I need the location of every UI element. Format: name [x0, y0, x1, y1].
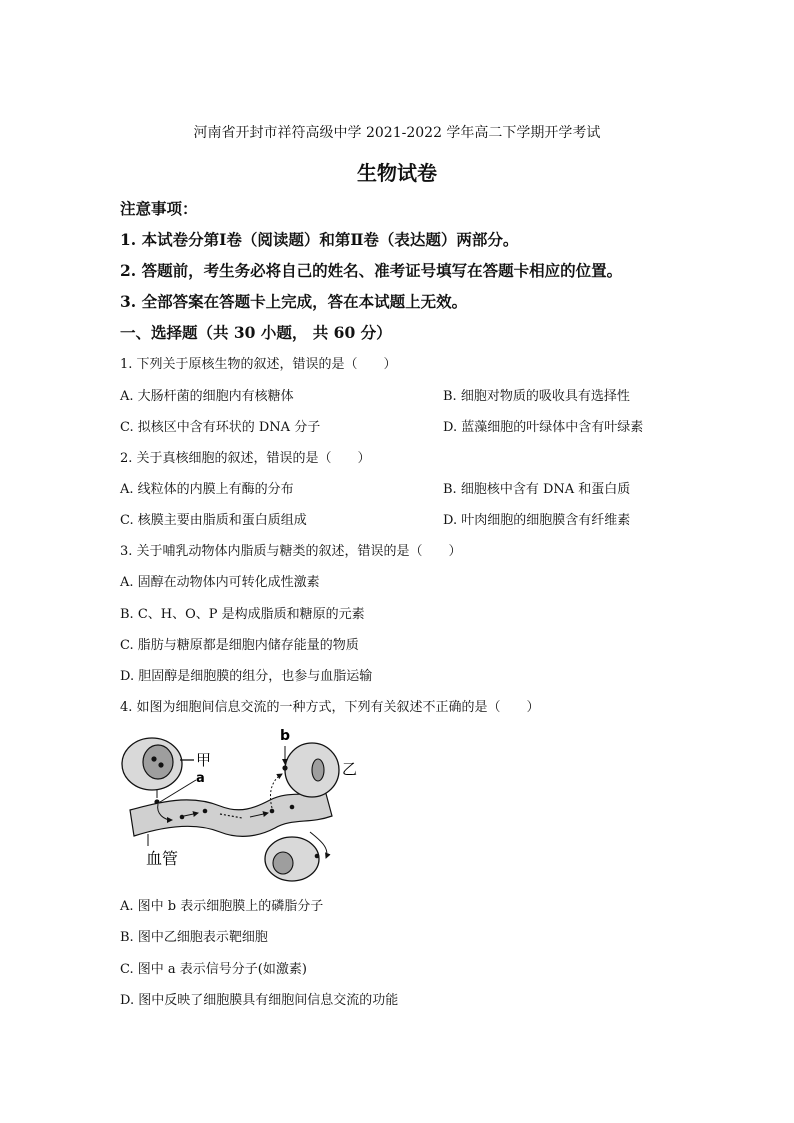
question-2-option-d: D. 叶肉细胞的细胞膜含有纤维素	[443, 513, 631, 528]
exam-header-title: 河南省开封市祥符高级中学 2021-2022 学年高二下学期开学考试	[193, 125, 601, 141]
question-3-stem: 3. 关于哺乳动物体内脂质与糖类的叙述，错误的是（ ）	[120, 544, 462, 559]
vessel-molecule	[203, 809, 208, 814]
question-4-option-c: C. 图中 a 表示信号分子(如激素)	[120, 962, 307, 977]
question-1-stem: 1. 下列关于原核生物的叙述，错误的是（ ）	[120, 357, 397, 372]
notice-heading: 注意事项：	[120, 199, 198, 218]
label-yi: 乙	[342, 760, 358, 778]
question-3-option-d: D. 胆固醇是细胞膜的组分，也参与血脂运输	[120, 669, 373, 684]
blood-vessel	[130, 790, 332, 836]
cell-other	[265, 837, 319, 881]
question-2-option-a: A. 线粒体的内膜上有酶的分布	[120, 482, 294, 497]
subject-title: 生物试卷	[357, 161, 437, 185]
label-vessel: 血管	[146, 849, 179, 868]
vessel-molecule	[180, 815, 185, 820]
question-2-stem: 2. 关于真核细胞的叙述，错误的是（ ）	[120, 451, 371, 466]
question-1-option-c: C. 拟核区中含有环状的 DNA 分子	[120, 420, 321, 435]
notice-item-3: 3. 全部答案在答题卡上完成，答在本试题上无效。	[120, 292, 468, 311]
receptor-b	[282, 765, 287, 770]
label-jia: 甲	[196, 751, 212, 769]
notice-item-1: 1. 本试卷分第Ⅰ卷（阅读题）和第Ⅱ卷（表达题）两部分。	[120, 230, 519, 249]
question-4-stem: 4. 如图为细胞间信息交流的一种方式，下列有关叙述不正确的是（ ）	[120, 700, 540, 715]
question-1-option-a: A. 大肠杆菌的细胞内有核糖体	[120, 389, 294, 404]
question-3-option-a: A. 固醇在动物体内可转化成性激素	[120, 575, 320, 590]
vessel-molecule	[315, 854, 320, 859]
question-4-option-d: D. 图中反映了细胞膜具有细胞间信息交流的功能	[120, 993, 399, 1008]
question-4-option-a: A. 图中 b 表示细胞膜上的磷脂分子	[120, 899, 324, 914]
cell-signaling-figure	[120, 722, 370, 882]
cell-yi	[285, 743, 339, 797]
label-a: a	[196, 771, 205, 786]
question-4-option-b: B. 图中乙细胞表示靶细胞	[120, 930, 268, 945]
question-3-option-c: C. 脂肪与糖原都是细胞内储存能量的物质	[120, 638, 359, 653]
section-heading: 一、选择题（共 30 小题， 共 60 分）	[120, 323, 392, 342]
vessel-molecule	[270, 809, 275, 814]
question-1-option-d: D. 蓝藻细胞的叶绿体中含有叶绿素	[443, 420, 644, 435]
vessel-molecule	[290, 805, 295, 810]
notice-item-2: 2. 答题前，考生务必将自己的姓名、准考证号填写在答题卡相应的位置。	[120, 261, 623, 280]
label-b: b	[280, 728, 291, 744]
question-2-option-b: B. 细胞核中含有 DNA 和蛋白质	[443, 482, 631, 497]
question-1-option-b: B. 细胞对物质的吸收具有选择性	[443, 389, 630, 404]
question-3-option-b: B. C、H、O、P 是构成脂质和糖原的元素	[120, 607, 365, 622]
question-2-option-c: C. 核膜主要由脂质和蛋白质组成	[120, 513, 307, 528]
cell-jia	[122, 738, 182, 790]
